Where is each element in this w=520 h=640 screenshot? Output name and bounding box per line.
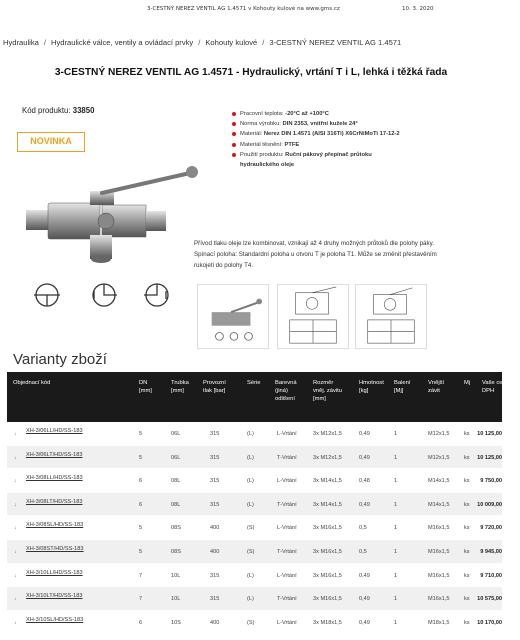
pressure-cell: 400 bbox=[210, 548, 220, 555]
product-description: Přívod tlaku oleje lze kombinovat, vznikají až 4 druhy možných průtoků dle polohy páky. Spínací poloha: Standardní poloha u otvoru T je poloha T1. Může se změnit přestavěním rukojeti do polohy T4. bbox=[194, 240, 437, 269]
weight-cell: 0,49 bbox=[359, 431, 370, 437]
thread-size-cell: 3x M12x1,5 bbox=[313, 431, 342, 437]
unit-cell: ks bbox=[464, 478, 470, 485]
table-row bbox=[7, 516, 502, 540]
price-cell: 9 710,00 bbox=[480, 572, 502, 579]
variants-table-header bbox=[7, 372, 520, 422]
product-code-value: 33850 bbox=[72, 106, 95, 115]
thread-cell: M18x1,5 bbox=[428, 619, 450, 626]
thread-cell: M16x1,5 bbox=[428, 548, 450, 555]
variants-table-body bbox=[7, 422, 502, 634]
dn-cell: 7 bbox=[139, 596, 143, 603]
color-cell: T-Vrtání bbox=[277, 454, 297, 461]
package-cell: 1 bbox=[394, 431, 398, 437]
pressure-cell: 400 bbox=[210, 619, 220, 626]
thread-cell: M12x1,5 bbox=[428, 454, 450, 461]
series-cell: (L) bbox=[247, 431, 254, 437]
page-title: 3-CESTNÝ NEREZ VENTIL AG 1.4571 - Hydraulický, vrtání T i L, lehká i těžká řada bbox=[54, 67, 448, 78]
series-cell: (S) bbox=[247, 619, 255, 626]
download-arrow-icon[interactable]: ↓ bbox=[14, 454, 17, 461]
tube-cell: 10L bbox=[171, 572, 181, 579]
package-cell: 1 bbox=[394, 501, 398, 508]
download-arrow-icon[interactable]: ↓ bbox=[14, 525, 17, 532]
col-header-package[interactable]: Balení [Mj] bbox=[394, 380, 411, 394]
color-cell: L-Vrtání bbox=[277, 572, 297, 579]
price-cell: 10 009,00 bbox=[477, 501, 502, 508]
package-cell: 1 bbox=[394, 478, 398, 485]
dn-cell: 6 bbox=[139, 478, 143, 485]
color-cell: L-Vrtání bbox=[277, 431, 297, 437]
thread-cell: M14x1,5 bbox=[428, 478, 450, 485]
dn-cell: 5 bbox=[139, 431, 143, 437]
download-arrow-icon[interactable]: ↓ bbox=[14, 619, 17, 626]
tube-cell: 10S bbox=[171, 619, 181, 626]
package-cell: 1 bbox=[394, 596, 398, 603]
breadcrumb bbox=[3, 38, 502, 47]
gallery-thumb-photo[interactable] bbox=[197, 284, 269, 349]
download-arrow-icon[interactable]: ↓ bbox=[14, 572, 17, 579]
tube-cell: 08L bbox=[171, 478, 181, 485]
breadcrumb-item[interactable]: Hydraulika bbox=[3, 38, 39, 47]
spec-item: Pracovní teplota: -20°C až +100°C bbox=[232, 109, 402, 119]
breadcrumb-separator: / bbox=[198, 38, 201, 47]
unit-cell: ks bbox=[464, 596, 470, 603]
col-header-dn[interactable]: DN [mm] bbox=[139, 380, 152, 394]
price-cell: 9 720,00 bbox=[480, 525, 502, 532]
pressure-cell: 315 bbox=[210, 431, 220, 437]
thread-size-cell: 3x M14x1,5 bbox=[313, 501, 342, 508]
download-arrow-icon[interactable]: ↓ bbox=[14, 548, 17, 555]
package-cell: 1 bbox=[394, 454, 398, 461]
product-code-label: Kód produktu: bbox=[22, 106, 71, 115]
weight-cell: 0,49 bbox=[359, 619, 370, 626]
breadcrumb-item[interactable]: Hydraulické válce, ventily a ovládací prvky bbox=[51, 38, 194, 47]
unit-cell: ks bbox=[464, 572, 470, 579]
tube-cell: 08S bbox=[171, 525, 181, 532]
order-code-link[interactable]: XH-3/10LL/HD/SS-183 bbox=[26, 569, 83, 576]
download-arrow-icon[interactable]: ↓ bbox=[14, 431, 17, 437]
unit-cell: ks bbox=[464, 619, 470, 626]
weight-cell: 0,49 bbox=[359, 454, 370, 461]
color-cell: T-Vrtání bbox=[277, 596, 297, 603]
color-cell: T-Vrtání bbox=[277, 501, 297, 508]
series-cell: (L) bbox=[247, 501, 254, 508]
dn-cell: 6 bbox=[139, 619, 143, 626]
spec-item: Materiál: Nerez DIN 1.4571 (AISI 316Ti) X6CrNiMoTi 17-12-2 bbox=[232, 129, 402, 139]
order-code-link[interactable]: XH-3/08SL/HD/SS-183 bbox=[26, 522, 84, 529]
dn-cell: 7 bbox=[139, 572, 143, 579]
series-cell: (L) bbox=[247, 572, 254, 579]
weight-cell: 0,5 bbox=[359, 548, 367, 555]
order-code-link[interactable]: XH-3/08ST/HD/SS-183 bbox=[26, 545, 84, 552]
table-row bbox=[7, 587, 502, 611]
price-cell: 10 575,00 bbox=[477, 596, 502, 603]
col-header-unit[interactable]: Mj bbox=[464, 380, 471, 386]
weight-cell: 0,49 bbox=[359, 501, 370, 508]
table-row bbox=[7, 611, 502, 635]
weight-cell: 0,49 bbox=[359, 572, 370, 579]
dn-cell: 6 bbox=[139, 501, 143, 508]
print-header bbox=[0, 6, 502, 18]
table-row bbox=[7, 446, 502, 470]
thread-size-cell: 3x M18x1,5 bbox=[313, 619, 342, 626]
series-cell: (L) bbox=[247, 478, 254, 485]
print-header-title: 3-CESTNÝ NEREZ VENTIL AG 1.4571 v Kohouty kulové na www.gms.cz bbox=[147, 6, 340, 12]
price-cell: 10 170,00 bbox=[477, 619, 502, 626]
thread-size-cell: 3x M16x1,5 bbox=[313, 572, 342, 579]
pressure-cell: 315 bbox=[210, 501, 220, 508]
col-header-color[interactable]: Barevná (jiná) odlišení bbox=[275, 380, 297, 402]
order-code-link[interactable]: XH-3/06LT/HD/SS-183 bbox=[26, 451, 83, 458]
package-cell: 1 bbox=[394, 572, 398, 579]
order-code-link[interactable]: XH-3/10LT/HD/SS-183 bbox=[26, 593, 83, 600]
order-code-link[interactable]: XH-3/08LT/HD/SS-183 bbox=[26, 498, 83, 505]
series-cell: (S) bbox=[247, 525, 255, 532]
product-code bbox=[22, 106, 94, 115]
download-arrow-icon[interactable]: ↓ bbox=[14, 596, 17, 603]
col-header-thread[interactable]: Vnější závit bbox=[428, 380, 445, 394]
order-code-link[interactable]: XH-3/08LL/HD/SS-183 bbox=[26, 475, 83, 482]
tube-cell: 10L bbox=[171, 596, 181, 603]
package-cell: 1 bbox=[394, 619, 398, 626]
order-code-link[interactable]: XH-3/10SL/HD/SS-183 bbox=[26, 616, 84, 623]
col-header-thread-size[interactable]: Rozměr vněj. závitu [mm] bbox=[313, 380, 342, 402]
breadcrumb-separator: / bbox=[43, 38, 46, 47]
table-row bbox=[7, 422, 502, 446]
weight-cell: 0,5 bbox=[359, 525, 367, 532]
flow-symbols bbox=[32, 280, 182, 310]
color-cell: L-Vrtání bbox=[277, 619, 297, 626]
flow-symbol-l-alt bbox=[144, 284, 168, 306]
flow-symbol-t bbox=[34, 284, 60, 306]
table-row bbox=[7, 493, 502, 517]
price-cell: 10 125,00 bbox=[477, 431, 502, 437]
weight-cell: 0,48 bbox=[359, 478, 370, 485]
table-row bbox=[7, 564, 502, 588]
unit-cell: ks bbox=[464, 525, 470, 532]
pressure-cell: 315 bbox=[210, 478, 220, 485]
thread-size-cell: 3x M12x1,5 bbox=[313, 454, 342, 461]
tube-cell: 06L bbox=[171, 431, 181, 437]
color-cell: L-Vrtání bbox=[277, 478, 297, 485]
breadcrumb-item-current: 3-CESTNÝ NEREZ VENTIL AG 1.4571 bbox=[269, 38, 402, 47]
thread-cell: M12x1,5 bbox=[428, 431, 450, 437]
package-cell: 1 bbox=[394, 548, 398, 555]
weight-cell: 0,49 bbox=[359, 596, 370, 603]
price-cell: 10 125,00 bbox=[477, 454, 502, 461]
tube-cell: 08S bbox=[171, 548, 181, 555]
series-cell: (L) bbox=[247, 454, 254, 461]
spec-item: Materiál těsnění: PTFE bbox=[232, 140, 402, 150]
dn-cell: 5 bbox=[139, 548, 143, 555]
print-header-date: 10. 3. 2020 bbox=[402, 6, 434, 12]
col-header-tube[interactable]: Trubka [mm] bbox=[171, 380, 189, 394]
thread-cell: M14x1,5 bbox=[428, 501, 450, 508]
pressure-cell: 315 bbox=[210, 572, 220, 579]
col-header-price[interactable]: Vaše cena bez DPH bbox=[482, 380, 520, 394]
series-cell: (L) bbox=[247, 596, 254, 603]
pressure-cell: 315 bbox=[210, 596, 220, 603]
package-cell: 1 bbox=[394, 525, 398, 532]
dn-cell: 5 bbox=[139, 525, 143, 532]
breadcrumb-separator: / bbox=[262, 38, 265, 47]
color-cell: T-Vrtání bbox=[277, 548, 297, 555]
unit-cell: ks bbox=[464, 548, 470, 555]
series-cell: (S) bbox=[247, 548, 255, 555]
breadcrumb-item[interactable]: Kohouty kulové bbox=[205, 38, 258, 47]
col-header-pressure[interactable]: Provozní tlak [bar] bbox=[203, 380, 226, 394]
unit-cell: ks bbox=[464, 454, 470, 461]
thread-cell: M16x1,5 bbox=[428, 596, 450, 603]
thread-size-cell: 3x M14x1,5 bbox=[313, 478, 342, 485]
spec-item: Norma výrobku: DIN 2353, vnitřní kužele 24° bbox=[232, 119, 402, 129]
variants-title: Varianty zboží bbox=[13, 351, 107, 368]
thread-size-cell: 3x M16x1,5 bbox=[313, 525, 342, 532]
gallery-thumb-drawing[interactable] bbox=[277, 284, 349, 349]
unit-cell: ks bbox=[464, 431, 470, 437]
spec-item: Použití produktu: Ruční pákový přepínač průtoku hydraulického oleje bbox=[232, 150, 402, 170]
gallery-thumb-drawing-alt[interactable] bbox=[355, 284, 427, 349]
spec-list bbox=[232, 109, 402, 170]
thread-cell: M16x1,5 bbox=[428, 525, 450, 532]
product-image[interactable] bbox=[20, 165, 205, 265]
col-header-series[interactable]: Série bbox=[247, 380, 261, 386]
new-badge: NOVINKA bbox=[17, 132, 85, 152]
flow-symbol-l bbox=[93, 284, 117, 306]
price-cell: 9 945,00 bbox=[480, 548, 502, 555]
table-row bbox=[7, 540, 502, 564]
order-code-link[interactable]: XH-3/06LL/HD/SS-183 bbox=[26, 428, 83, 434]
thread-size-cell: 3x M16x1,5 bbox=[313, 548, 342, 555]
price-cell: 9 750,00 bbox=[480, 478, 502, 485]
thread-cell: M16x1,5 bbox=[428, 572, 450, 579]
col-header-weight[interactable]: Hmotnost [kg] bbox=[359, 380, 384, 394]
tube-cell: 08L bbox=[171, 501, 181, 508]
pressure-cell: 400 bbox=[210, 525, 220, 532]
download-arrow-icon[interactable]: ↓ bbox=[14, 478, 17, 485]
download-arrow-icon[interactable]: ↓ bbox=[14, 501, 17, 508]
dn-cell: 5 bbox=[139, 454, 143, 461]
pressure-cell: 315 bbox=[210, 454, 220, 461]
tube-cell: 06L bbox=[171, 454, 181, 461]
color-cell: L-Vrtání bbox=[277, 525, 297, 532]
table-row bbox=[7, 469, 502, 493]
unit-cell: ks bbox=[464, 501, 470, 508]
col-header-code[interactable]: Objednací kód bbox=[13, 380, 51, 386]
thread-size-cell: 3x M16x1,5 bbox=[313, 596, 342, 603]
